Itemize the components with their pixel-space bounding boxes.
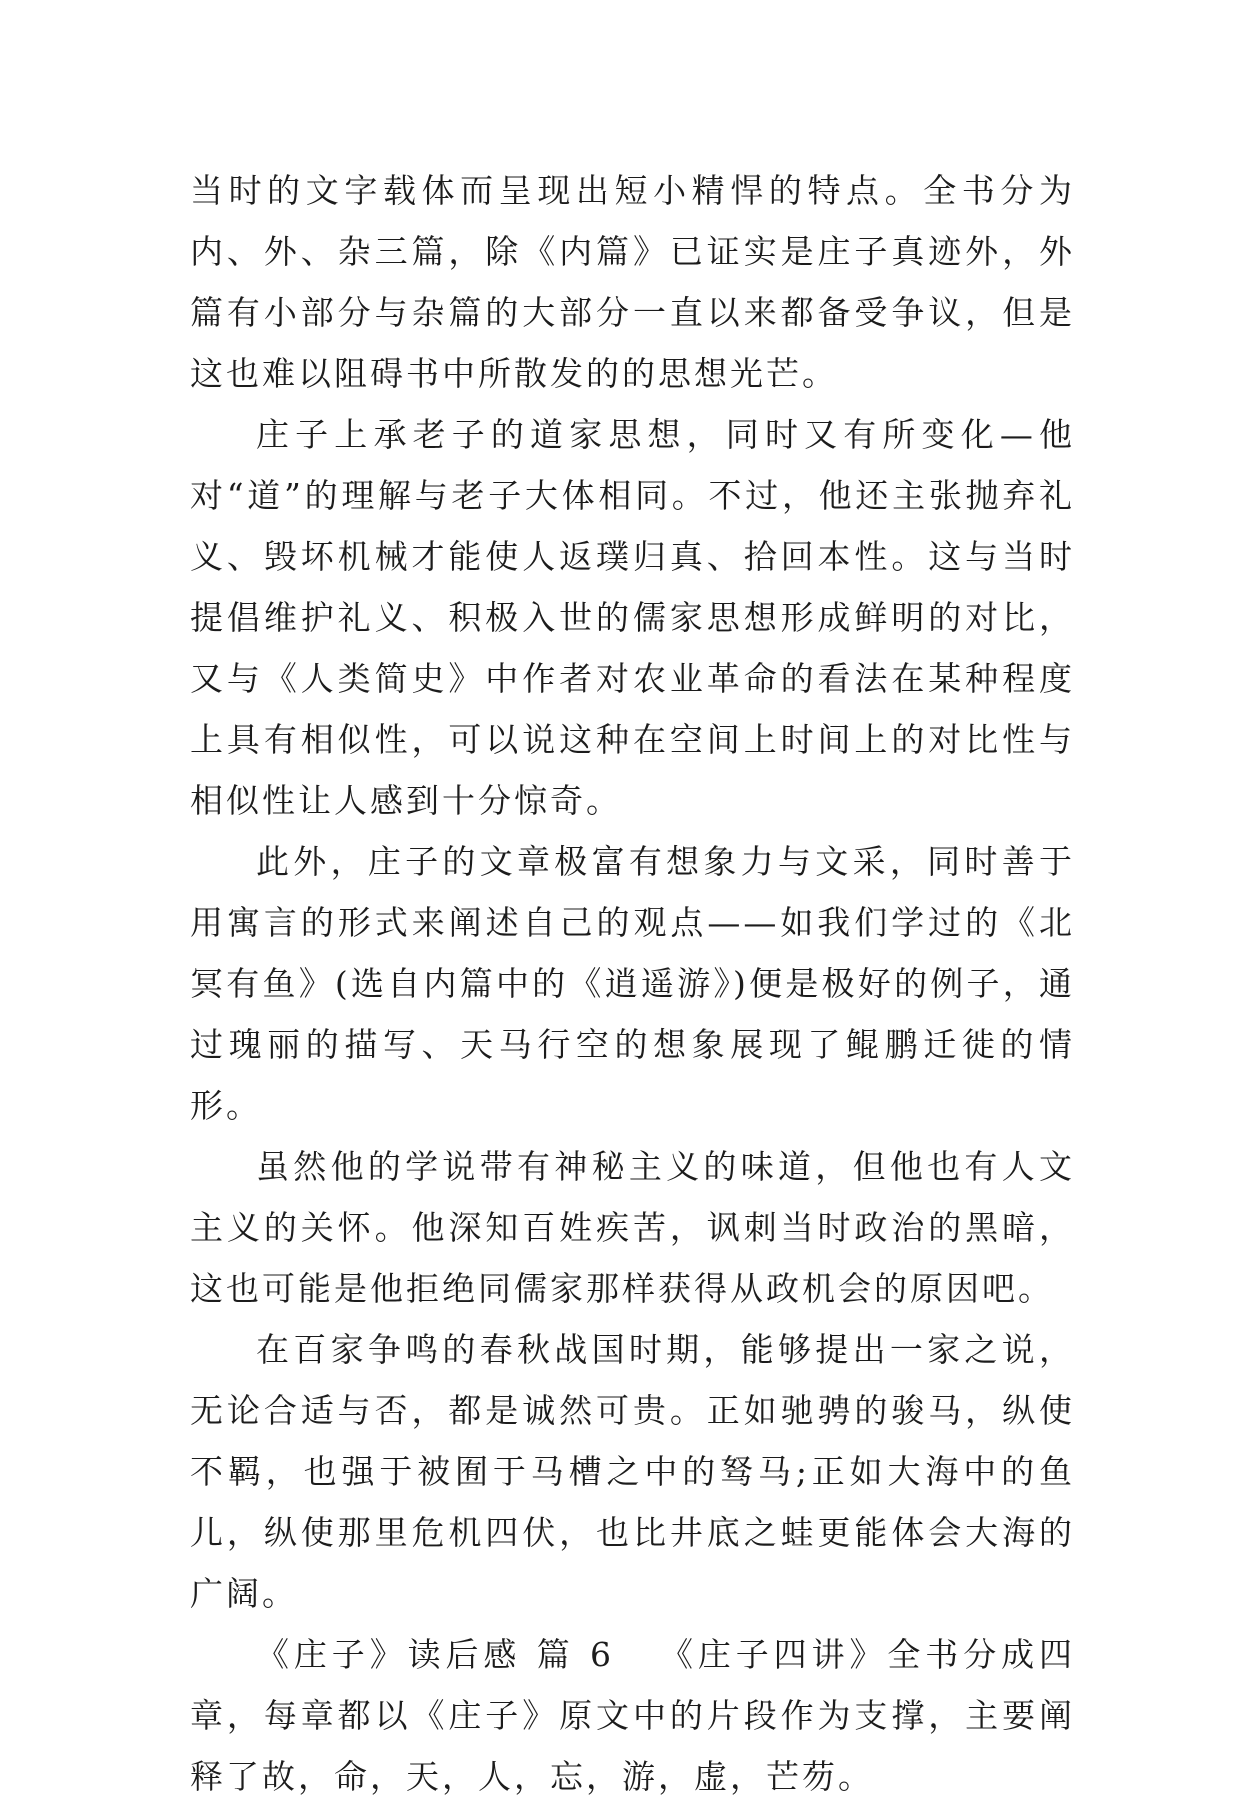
paragraph-daoist-thought: 庄子上承老子的道家思想，同时又有所变化—他对“道”的理解与老子大体相同。不过，他还主张抛弃礼义、毁坏机械才能使人返璞归真、拾回本性。这与当时提倡维护礼义、积极入世的儒家思想形成鲜明的对比，又与《人类简史》中作者对农业革命的看法在某种程度上具有相似性，可以说这种在空间上时间上的对比性与相似性让人感到十分惊奇。 xyxy=(190,415,1075,820)
section-heading-paragraph xyxy=(190,1624,1075,1807)
section-number: 篇 6 xyxy=(536,1635,615,1674)
paragraph-hundred-schools: 在百家争鸣的春秋战国时期，能够提出一家之说，无论合适与否，都是诚然可贵。正如驰骋的骏马，纵使不羁，也强于被囿于马槽之中的驽马;正如大海中的鱼儿，纵使那里危机四伏，也比井底之蛙更能体会大海的广阔。 xyxy=(190,1330,1075,1613)
paragraph-humanism: 虽然他的学说带有神秘主义的味道，但他也有人文主义的关怀。他深知百姓疾苦，讽刺当时政治的黑暗，这也可能是他拒绝同儒家那样获得从政机会的原因吧。 xyxy=(190,1147,1075,1308)
paragraph-continued: 当时的文字载体而呈现出短小精悍的特点。全书分为内、外、杂三篇，除《内篇》已证实是庄子真迹外，外篇有小部分与杂篇的大部分一直以来都备受争议，但是这也难以阻碍书中所散发的的思想光芒。 xyxy=(190,171,1075,393)
paragraph-imagination: 此外，庄子的文章极富有想象力与文采，同时善于用寓言的形式来阐述自己的观点——如我们学过的《北冥有鱼》(选自内篇中的《逍遥游》)便是极好的例子，通过瑰丽的描写、天马行空的想象展现了鲲鹏迁徙的情形。 xyxy=(190,842,1075,1125)
document-body xyxy=(190,160,1075,1807)
section-text: 《庄子四讲》全书分成四章，每章都以《庄子》原文中的片段作为支撑，主要阐释了故，命，天，人，忘，游，虚，芒芴。 xyxy=(190,1635,1075,1796)
section-title: 《庄子》读后感 xyxy=(256,1635,522,1674)
